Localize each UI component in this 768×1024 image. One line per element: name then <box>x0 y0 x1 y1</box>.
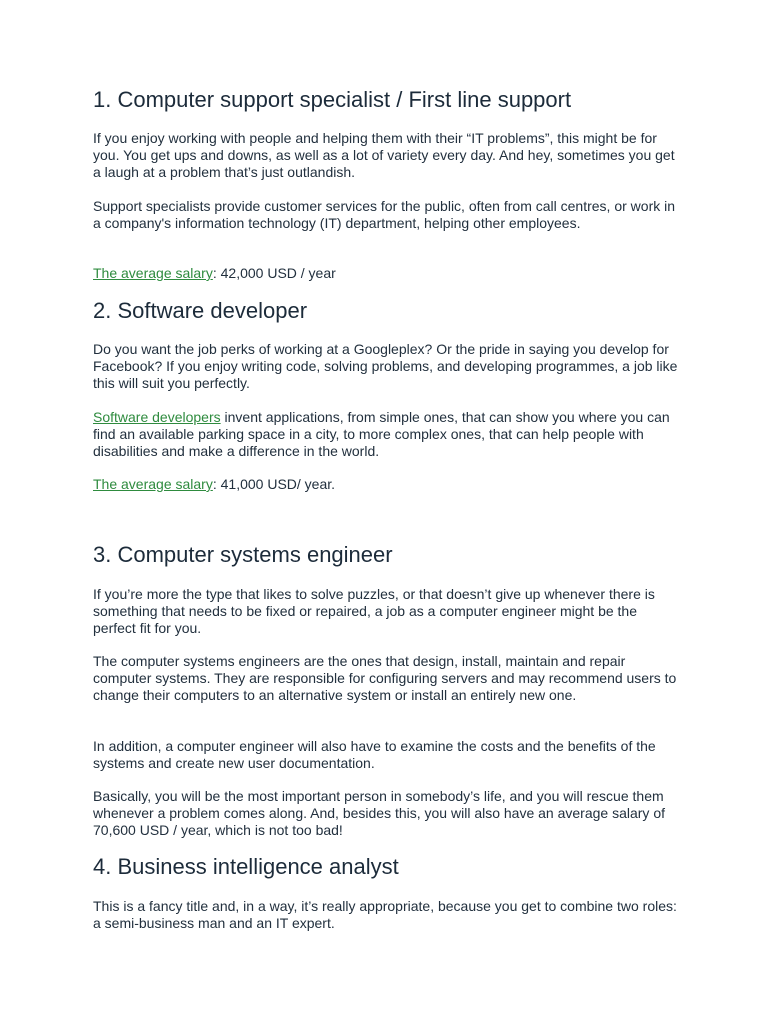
paragraph: Basically, you will be the most important person in somebody’s life, and you will rescue them whenever a problem comes along. And, besides this, you will also have an average salary of 70,600 USD / year, which is not too bad! <box>93 788 665 838</box>
paragraph: Do you want the job perks of working at a Googleplex? Or the pride in saying you develop for Facebook? If you enjoy writing code, solving problems, and developing programmes, a job like this will suit you perfectly. <box>93 341 678 391</box>
section-heading-software-developer: 2. Software developer <box>93 298 308 323</box>
paragraph: In addition, a computer engineer will also have to examine the costs and the benefits of the systems and create new user documentation. <box>93 738 656 771</box>
paragraph: The computer systems engineers are the ones that design, install, maintain and repair computer systems. They are responsible for configuring servers and may recommend users to change their computers to an alternative system or install an entirely new one. <box>93 653 677 703</box>
section-heading-computer-support: 1. Computer support specialist / First line support <box>93 87 572 112</box>
salary-value: : 41,000 USD/ year. <box>212 476 336 492</box>
paragraph-text: invent applications, from simple ones, that can show you where you can find an available parking space in a city, to more complex ones, that can help people with disabilities and make a difference in the world. <box>93 409 670 459</box>
software-developers-link[interactable]: Software developers <box>93 409 221 425</box>
paragraph: This is a fancy title and, in a way, it’s really appropriate, because you get to combine two roles: a semi-business man and an IT expert. <box>93 898 677 931</box>
salary-line <box>93 265 683 282</box>
paragraph: If you’re more the type that likes to solve puzzles, or that doesn’t give up whenever there is something that needs to be fixed or repaired, a job as a computer engineer might be the perfect fit for you. <box>93 586 655 636</box>
paragraph <box>93 409 683 460</box>
section-heading-computer-systems-engineer: 3. Computer systems engineer <box>93 542 393 567</box>
paragraph: Support specialists provide customer services for the public, often from call centres, or work in a company's information technology (IT) department, helping other employees. <box>93 198 676 231</box>
average-salary-link[interactable]: The average salary <box>93 265 213 281</box>
salary-line <box>93 476 683 493</box>
section-heading-business-intelligence-analyst: 4. Business intelligence analyst <box>93 854 399 879</box>
salary-value: : 42,000 USD / year <box>212 265 336 281</box>
average-salary-link[interactable]: The average salary <box>93 476 213 492</box>
paragraph: If you enjoy working with people and helping them with their “IT problems”, this might be for you. You get ups and downs, as well as a lot of variety every day. And hey, sometimes you get a laugh at a problem that’s just outlandish. <box>93 130 675 180</box>
